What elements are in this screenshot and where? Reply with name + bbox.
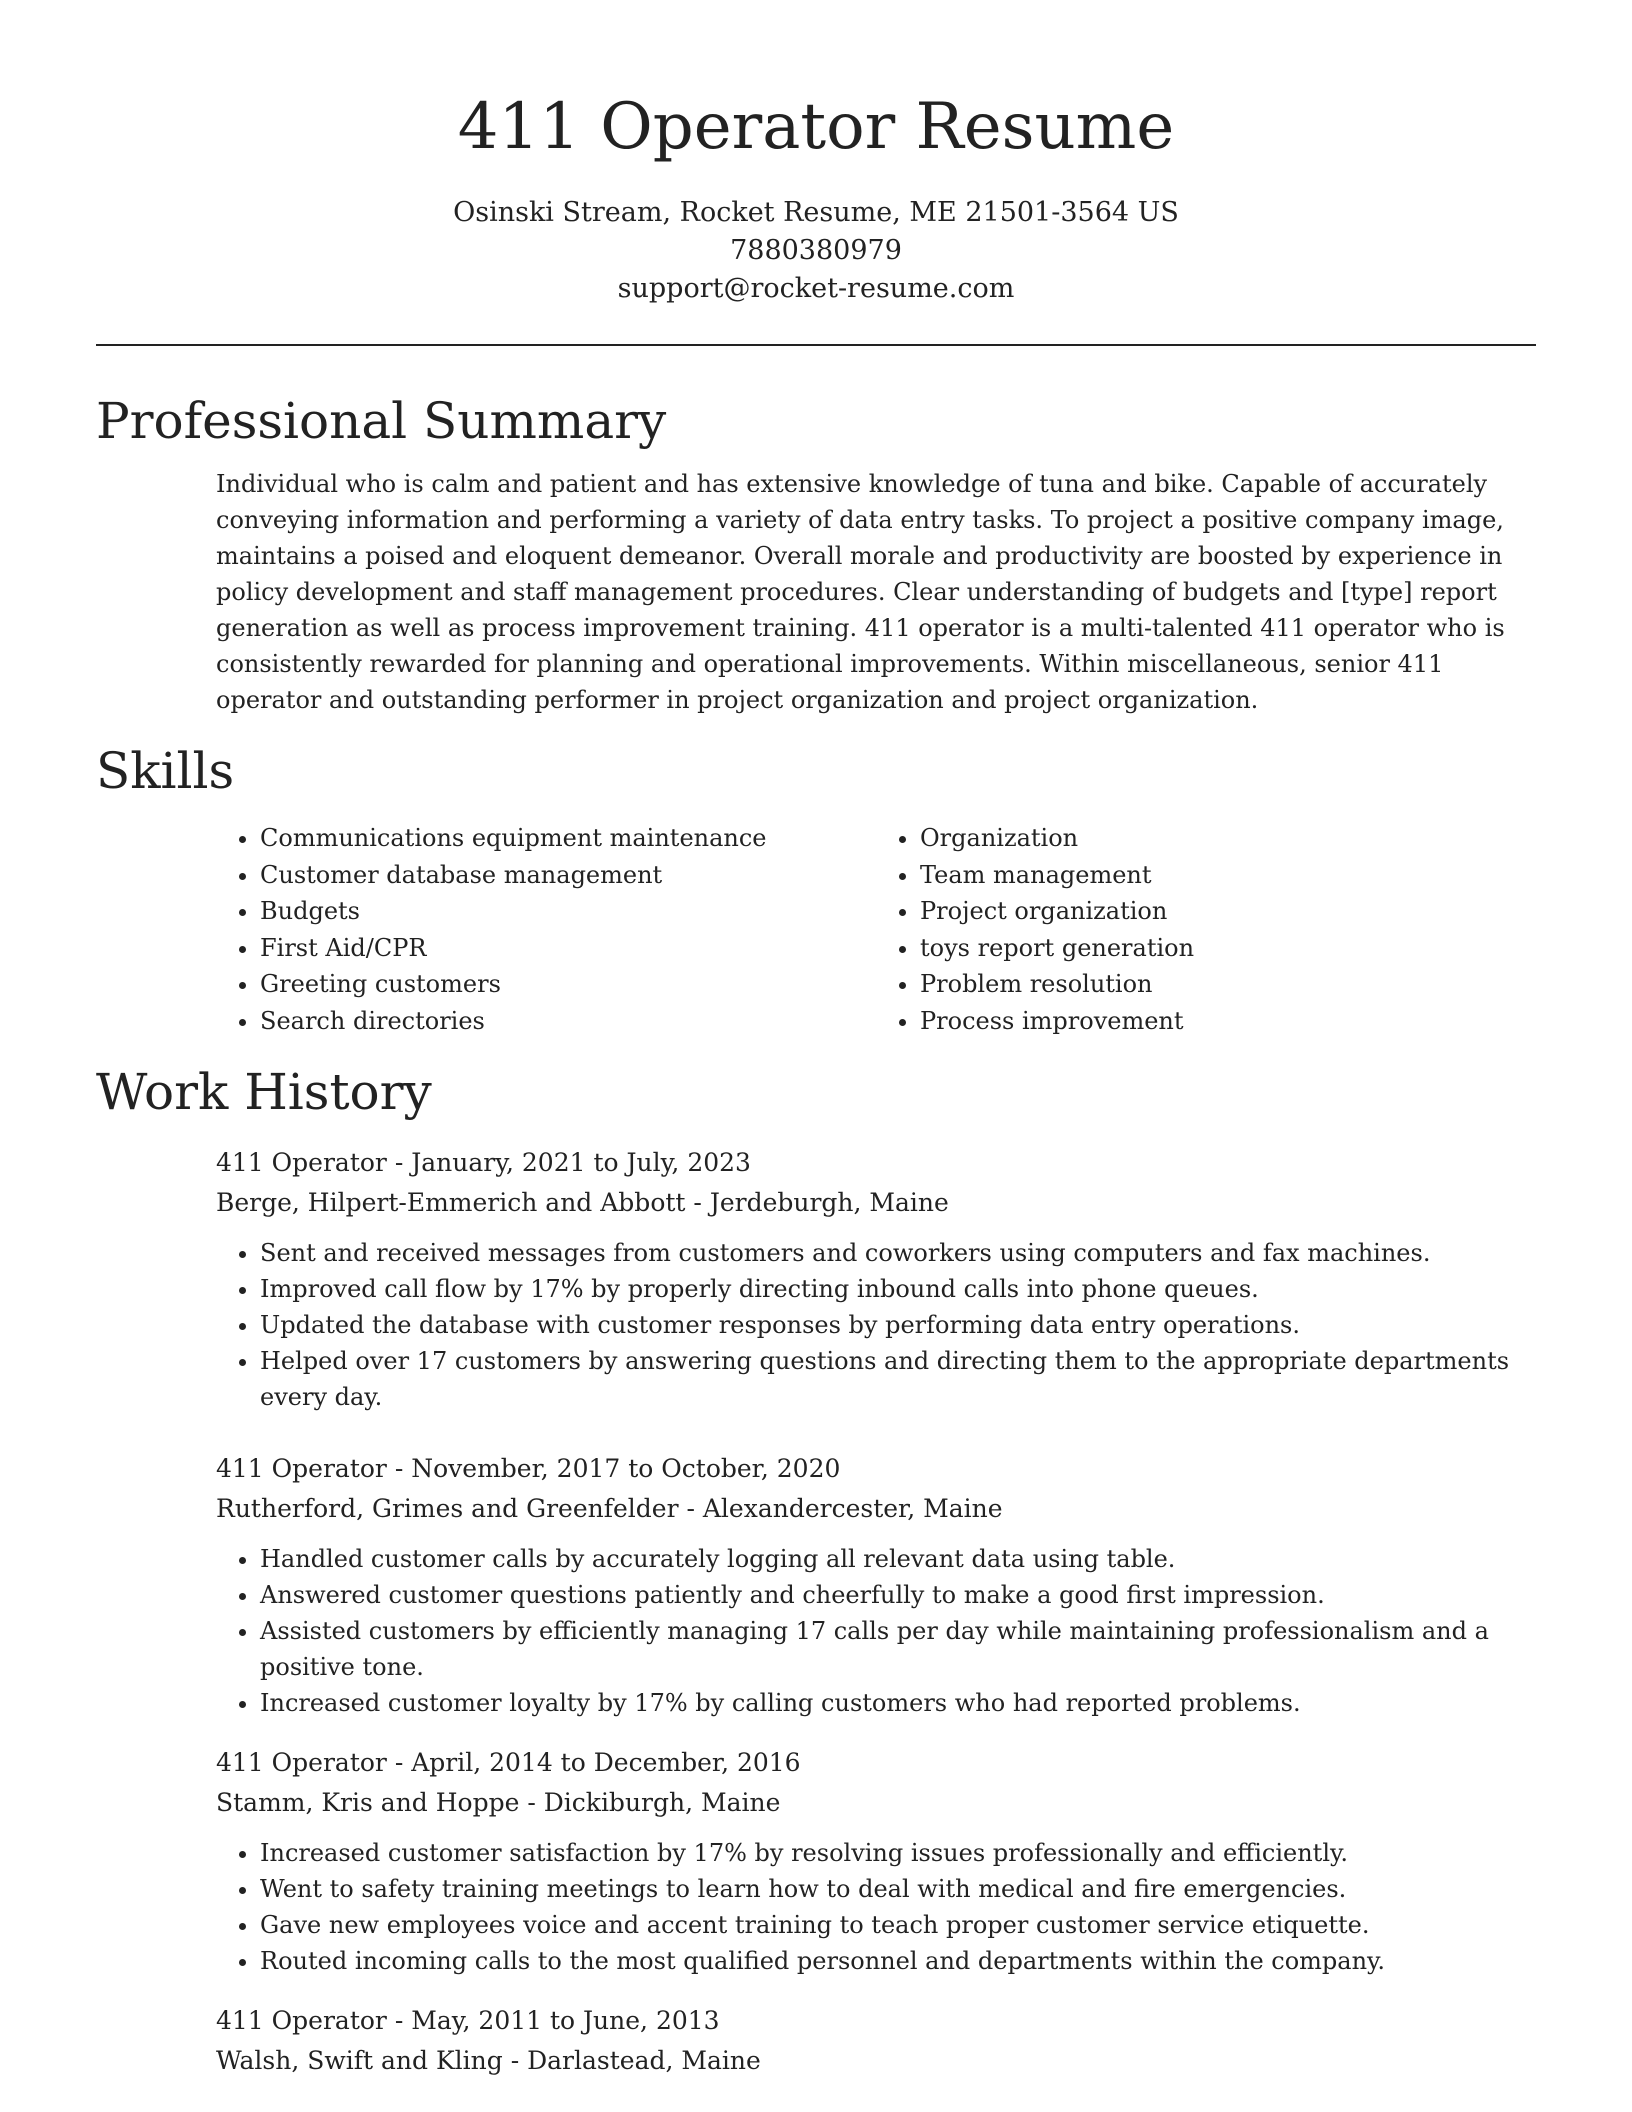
- job-bullet: • Answered customer questions patiently and cheerfully to make a good first impression.: [260, 1577, 1536, 1613]
- separator: -: [386, 2006, 412, 2035]
- skills-heading: Skills: [96, 742, 235, 800]
- job-entry: [216, 1449, 1536, 1721]
- job-bullet: • Helped over 17 customers by answering questions and directing them to the appropriate departments every day.: [260, 1343, 1536, 1415]
- job-title: 411 Operator: [216, 1748, 387, 1777]
- job-company-line: [216, 2041, 1536, 2081]
- resume-title: 411 Operator Resume: [457, 90, 1175, 164]
- job-title-line: [216, 2001, 1536, 2041]
- skill-item: • Customer database management: [260, 857, 876, 894]
- separator: -: [685, 1188, 710, 1217]
- job-bullet: • Increased customer loyalty by 17% by calling customers who had reported problems.: [260, 1685, 1536, 1721]
- skill-item: • toys report generation: [920, 930, 1536, 967]
- job-company: Walsh, Swift and Kling: [216, 2046, 503, 2075]
- skill-item: • Search directories: [260, 1003, 876, 1040]
- job-location: Darlastead, Maine: [527, 2046, 761, 2075]
- work-history-heading: Work History: [96, 1063, 432, 1121]
- skill-item: • First Aid/CPR: [260, 930, 876, 967]
- separator: -: [678, 1494, 703, 1523]
- job-bullet: • Assisted customers by efficiently managing 17 calls per day while maintaining professionalism and a positive tone.: [260, 1613, 1536, 1685]
- job-location: Dickiburgh, Maine: [543, 1788, 781, 1817]
- skill-item: • Budgets: [260, 893, 876, 930]
- job-bullets: [216, 1541, 1536, 1721]
- skills-columns: [216, 820, 1536, 1039]
- job-bullets: [216, 1235, 1536, 1415]
- job-entry: [216, 2001, 1536, 2081]
- job-company: Stamm, Kris and Hoppe: [216, 1788, 520, 1817]
- job-title-line: [216, 1143, 1536, 1183]
- job-company-line: [216, 1489, 1536, 1529]
- separator: -: [502, 2046, 528, 2075]
- job-bullet: • Handled customer calls by accurately logging all relevant data using table.: [260, 1541, 1536, 1577]
- job-title: 411 Operator: [216, 1454, 387, 1483]
- job-dates: April, 2014 to December, 2016: [411, 1748, 801, 1777]
- job-bullet: • Improved call flow by 17% by properly directing inbound calls into phone queues.: [260, 1271, 1536, 1307]
- job-title: 411 Operator: [216, 1148, 387, 1177]
- job-dates: May, 2011 to June, 2013: [411, 2006, 720, 2035]
- resume-page: [96, 0, 1536, 2081]
- job-location: Jerdeburgh, Maine: [709, 1188, 949, 1217]
- summary-text: Individual who is calm and patient and has extensive knowledge of tuna and bike. Capable of accurately conveying information and performing a variety of data entry tasks. To project a positive company image, maintains a poised and eloquent demeanor. Overall morale and productivity are boosted by experience in policy development and staff management procedures. Clear understanding of budgets and [type] report generation as well as process improvement training. 411 operator is a multi-talented 411 operator who is consistently rewarded for planning and operational improvements. Within miscellaneous, senior 411 operator and outstanding performer in project organization and project organization.: [216, 470, 1505, 714]
- job-bullet: • Increased customer satisfaction by 17% by resolving issues professionally and efficiently.: [260, 1835, 1536, 1871]
- job-title: 411 Operator: [216, 2006, 387, 2035]
- skill-item: • Organization: [920, 820, 1536, 857]
- skill-item: • Project organization: [920, 893, 1536, 930]
- skills-list-right: [876, 820, 1536, 1039]
- job-dates: January, 2021 to July, 2023: [411, 1148, 751, 1177]
- summary-heading: Professional Summary: [96, 392, 667, 450]
- separator: -: [386, 1748, 412, 1777]
- email: support@rocket-resume.com: [617, 273, 1015, 304]
- skill-item: • Communications equipment maintenance: [260, 820, 876, 857]
- job-bullet: • Updated the database with customer responses by performing data entry operations.: [260, 1307, 1536, 1343]
- separator: -: [386, 1148, 412, 1177]
- skill-item: • Process improvement: [920, 1003, 1536, 1040]
- address: Osinski Stream, Rocket Resume, ME 21501-3564 US: [453, 197, 1179, 228]
- job-entry: [216, 1743, 1536, 1979]
- job-bullets: [216, 1835, 1536, 1979]
- contact-block: [96, 194, 1536, 308]
- job-bullet: • Gave new employees voice and accent training to teach proper customer service etiquette.: [260, 1907, 1536, 1943]
- job-title-line: [216, 1449, 1536, 1489]
- resume-header: [96, 0, 1536, 308]
- skill-item: • Greeting customers: [260, 966, 876, 1003]
- job-bullet: • Sent and received messages from customers and coworkers using computers and fax machines.: [260, 1235, 1536, 1271]
- header-divider: [96, 344, 1536, 346]
- skill-item: • Problem resolution: [920, 966, 1536, 1003]
- separator: -: [386, 1454, 412, 1483]
- skills-list-left: [216, 820, 876, 1039]
- job-bullet: • Went to safety training meetings to learn how to deal with medical and fire emergencies.: [260, 1871, 1536, 1907]
- job-company: Berge, Hilpert-Emmerich and Abbott: [216, 1188, 686, 1217]
- job-location: Alexandercester, Maine: [702, 1494, 1003, 1523]
- job-company-line: [216, 1183, 1536, 1223]
- job-company: Rutherford, Grimes and Greenfelder: [216, 1494, 679, 1523]
- job-entry: [216, 1143, 1536, 1415]
- phone: 7880380979: [730, 235, 902, 266]
- job-bullet: • Routed incoming calls to the most qualified personnel and departments within the company.: [260, 1943, 1536, 1979]
- skill-item: • Team management: [920, 857, 1536, 894]
- job-title-line: [216, 1743, 1536, 1783]
- separator: -: [519, 1788, 544, 1817]
- job-company-line: [216, 1783, 1536, 1823]
- job-dates: November, 2017 to October, 2020: [411, 1454, 841, 1483]
